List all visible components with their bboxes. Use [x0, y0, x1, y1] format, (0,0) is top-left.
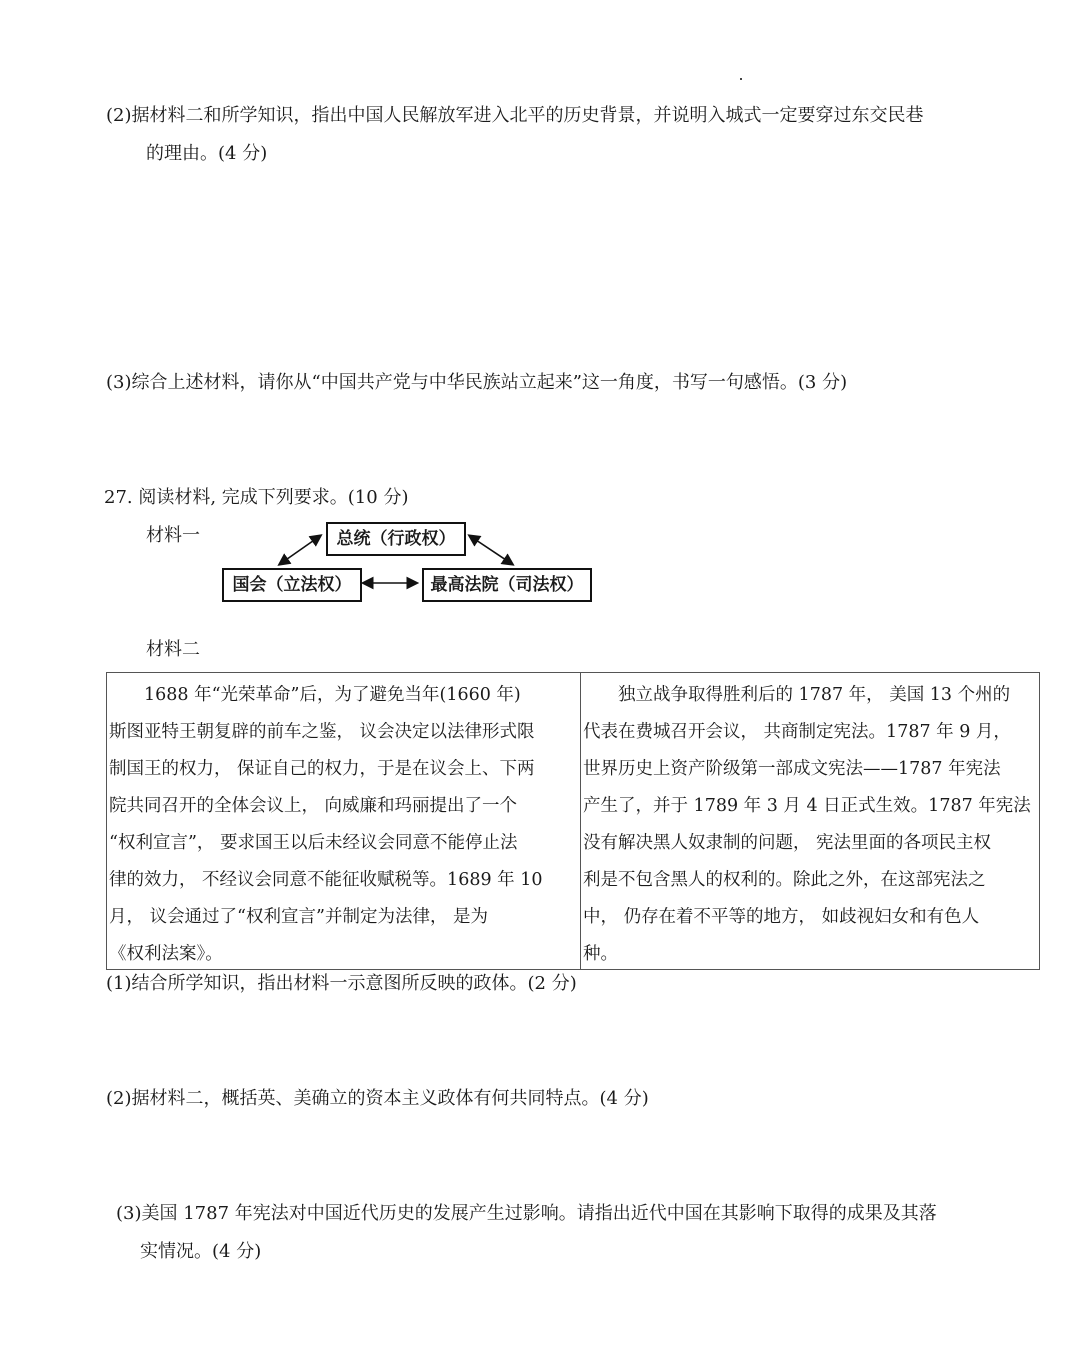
table-line: 月， 议会通过了“权利宣言”并制定为法律， 是为: [109, 907, 489, 927]
material2-table: [106, 672, 1040, 970]
q26-part2-line2: 的理由。(4 分): [146, 143, 268, 164]
q27-part3-line2: 实情况。(4 分): [140, 1241, 262, 1262]
table-line: 产生了，并于 1789 年 3 月 4 日正式生效。1787 年宪法: [583, 796, 1031, 816]
stray-mark: [740, 78, 742, 80]
table-line: 代表在费城召开会议， 共商制定宪法。1787 年 9 月，: [583, 722, 1011, 742]
table-line: 1688 年“光荣革命”后，为了避免当年(1660 年): [109, 685, 521, 705]
table-line: 《权利法案》。: [109, 944, 223, 964]
arrow-president-congress: [280, 536, 320, 564]
table-line: 斯图亚特王朝复辟的前车之鉴， 议会决定以法律形式限: [109, 722, 535, 742]
table-line: 独立战争取得胜利后的 1787 年， 美国 13 个州的: [583, 685, 1011, 705]
table-line: “权利宣言”， 要求国王以后未经议会同意不能停止法: [109, 833, 518, 853]
q27-part3-line1: (3)美国 1787 年宪法对中国近代历史的发展产生过影响。请指出近代中国在其影响下取得的成果及其落: [116, 1203, 937, 1224]
table-line: 院共同召开的全体会议上， 向威廉和玛丽提出了一个: [109, 796, 518, 816]
table-line: 利是不包含黑人的权利的。除此之外，在这部宪法之: [583, 870, 986, 890]
material1-label: 材料一: [146, 525, 200, 546]
q26-part2-line1: (2)据材料二和所学知识，指出中国人民解放军进入北平的历史背景，并说明入城式一定要穿过东交民巷: [106, 105, 924, 126]
material2-label: 材料二: [146, 639, 200, 660]
q27-part1: (1)结合所学知识，指出材料一示意图所反映的政体。(2 分): [106, 973, 577, 994]
table-line: 律的效力， 不经议会同意不能征收赋税等。1689 年 10: [109, 870, 543, 890]
q27-part2: (2)据材料二，概括英、美确立的资本主义政体有何共同特点。(4 分): [106, 1088, 649, 1109]
table-divider: [580, 673, 581, 969]
table-line: 种。: [583, 944, 618, 964]
q27-title: 27. 阅读材料, 完成下列要求。(10 分): [104, 487, 409, 508]
table-cell-england: [109, 677, 579, 973]
table-line: 制国王的权力， 保证自己的权力，于是在议会上、下两: [109, 759, 535, 779]
table-line: 没有解决黑人奴隶制的问题， 宪法里面的各项民主权: [583, 833, 992, 853]
supreme-court-box: 最高法院（司法权）: [422, 568, 592, 602]
congress-box: 国会（立法权）: [222, 568, 362, 602]
table-line: 中， 仍存在着不平等的地方， 如歧视妇女和有色人: [583, 907, 980, 927]
table-line: 世界历史上资产阶级第一部成文宪法——1787 年宪法: [583, 759, 1001, 779]
arrow-president-court: [470, 536, 512, 564]
president-box: 总统（行政权）: [326, 522, 466, 556]
table-cell-usa: [583, 677, 1039, 973]
q26-part3: (3)综合上述材料，请你从“中国共产党与中华民族站立起来”这一角度，书写一句感悟。(3 分): [106, 372, 848, 393]
